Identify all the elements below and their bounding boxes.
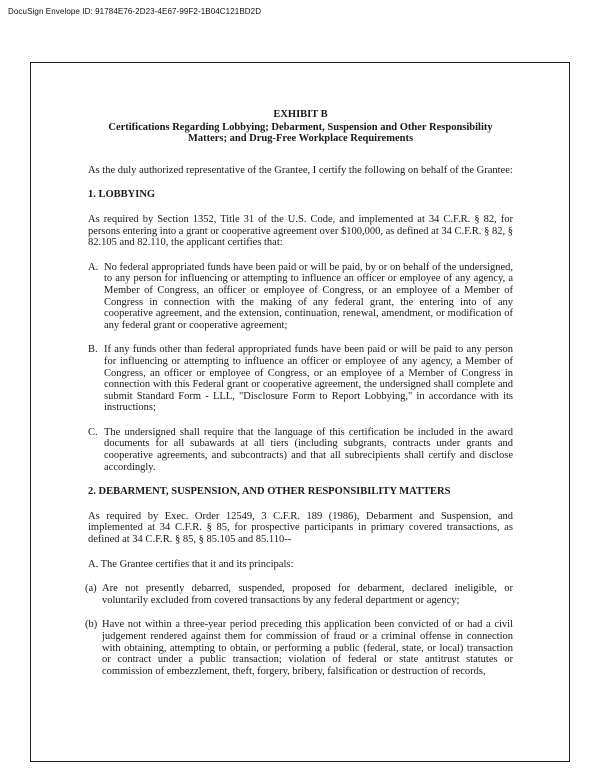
document-content bbox=[31, 63, 569, 677]
lobbying-item-c bbox=[88, 427, 513, 473]
document-page bbox=[30, 62, 570, 762]
item-b-label: B. bbox=[88, 344, 98, 356]
item-paren-b-label: (b) bbox=[85, 619, 98, 631]
intro-paragraph: As the duly authorized representative of the Grantee, I certify the following on behalf of the Grantee: bbox=[88, 164, 513, 176]
section-1-heading: 1. LOBBYING bbox=[88, 189, 156, 201]
section-2-certify-line: A. The Grantee certifies that it and its principals: bbox=[88, 558, 294, 570]
item-a-label: A. bbox=[88, 261, 99, 273]
title-block bbox=[88, 109, 513, 145]
lobbying-item-b bbox=[88, 344, 513, 414]
exhibit-subtitle: Certifications Regarding Lobbying; Debarment, Suspension and Other Responsibility Matters; and Drug-Free Workplace Requirements bbox=[108, 121, 493, 145]
docusign-envelope-id: DocuSign Envelope ID: 91784E76-2D23-4E67-99F2-1B04C121BD2D bbox=[8, 7, 262, 16]
item-paren-a-text: Are not presently debarred, suspended, proposed for debarment, declared ineligible, or voluntarily excluded from covered transactions by any federal department or agency; bbox=[102, 583, 513, 606]
section-2-lead: As required by Exec. Order 12549, 3 C.F.R. 189 (1986), Debarment and Suspension, and implemented at 34 C.F.R. § 85, for prospective participants in primary covered transactions, as defined at 34 C.F.R. § 85, § 85.105 and 85.110-- bbox=[88, 510, 513, 546]
section-1-lead: As required by Section 1352, Title 31 of the U.S. Code, and implemented at 34 C.F.R. § 82, for persons entering into a grant or cooperative agreement over $100,000, as defined at 34 C.F.R. § 82, § 82.105 and 82.110, the applicant certifies that: bbox=[88, 213, 513, 249]
debarment-item-a bbox=[85, 583, 513, 606]
item-c-label: C. bbox=[88, 426, 98, 438]
debarment-item-b bbox=[85, 619, 513, 677]
item-c-text: The undersigned shall require that the language of this certification be included in the award documents for all subawards at all tiers (including subgrants, contracts under grants and cooperative agreements, and subcontracts) and that all subrecipients shall certify and disclose accordingly. bbox=[104, 426, 513, 473]
item-paren-b-text: Have not within a three-year period preceding this application been convicted of or had a civil judgement rendered against them for commission of fraud or a criminal offense in connection with obtaining, attempting to obtain, or performing a public (federal, state, or local) transaction or contract under a public transaction; violation of federal or state antitrust statutes or commission of embezzlement, theft, forgery, bribery, falsification or destruction of records, bbox=[102, 619, 513, 677]
section-2-heading: 2. DEBARMENT, SUSPENSION, AND OTHER RESPONSIBILITY MATTERS bbox=[88, 486, 451, 498]
lobbying-item-a bbox=[88, 262, 513, 332]
exhibit-title: EXHIBIT B bbox=[273, 109, 328, 120]
item-paren-a-label: (a) bbox=[85, 583, 97, 595]
item-a-text: No federal appropriated funds have been paid or will be paid, by or on behalf of the undersigned, to any person for influencing or attempting to influence an officer or employee of any agency, a Member of Congress, an officer or employee of Congress, or an employee of a Member of Congress in connection with the making of any federal grant, the entering into of any cooperative agreement, and the extension, continuation, renewal, amendment, or modification of any federal grant or cooperative agreement; bbox=[104, 261, 513, 331]
item-b-text: If any funds other than federal appropriated funds have been paid or will be paid to any person for influencing or attempting to influence an officer or employee of any agency, a Member of Congress, an officer or employee of Congress, or an employee of a Member of Congress in connection with this Federal grant or cooperative agreement, the undersigned shall complete and submit Standard Form - LLL, "Disclosure Form to Report Lobbying," in accordance with its instructions; bbox=[104, 344, 513, 414]
